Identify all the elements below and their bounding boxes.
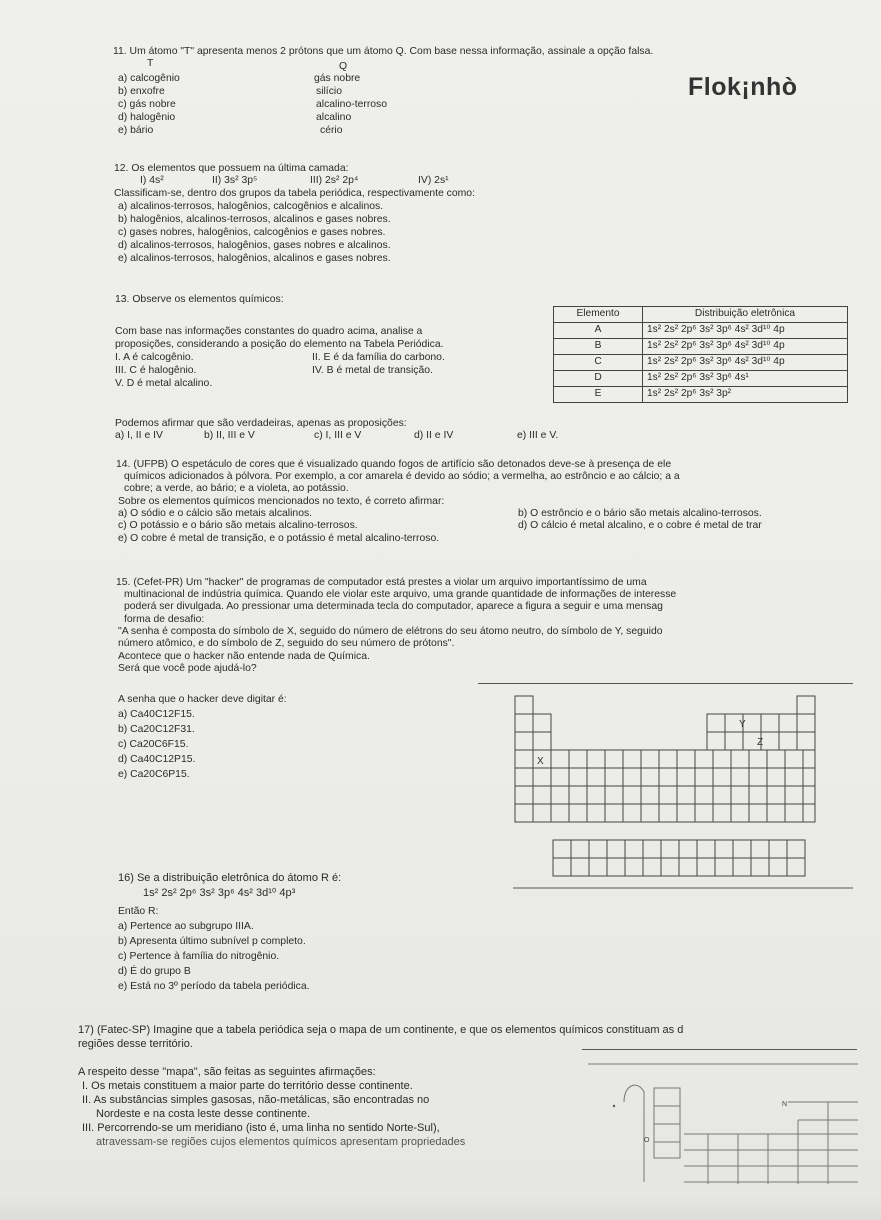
pt-cell (515, 732, 533, 750)
q17-map-figure (588, 1062, 860, 1192)
q11-option-d-q: alcalino (316, 112, 352, 123)
q14-line-3: cobre; a verde, ao bário; e a violeta, ao potássio. (124, 483, 349, 494)
map-dot (613, 1105, 615, 1107)
q12-option-e: e) alcalinos-terrosos, halogênios, alcalinos e gases nobres. (118, 253, 391, 264)
q13-question: Podemos afirmar que são verdadeiras, apenas as proposições: (115, 418, 407, 429)
q14-line-1: 14. (UFPB) O espetáculo de cores que é visualizado quando fogos de artifício são detonados deve-se à presença de ele (116, 459, 672, 470)
pt-label-y: Y (739, 719, 746, 730)
q13-prop-5: V. D é metal alcalino. (115, 378, 213, 389)
q11-option-a: a) calcogênio (118, 73, 180, 84)
pt-cell (515, 696, 533, 714)
q15-option-a: a) Ca40C12F15. (118, 709, 195, 720)
q17-line-1: 17) (Fatec-SP) Imagine que a tabela periódica seja o mapa de um continente, e que os elementos químicos constituam as d (78, 1024, 684, 1036)
table-cell-config: 1s² 2s² 2p⁶ 3s² 3p⁶ 4s² 3d¹⁰ 4p (643, 355, 848, 371)
q17-line-2: regiões desse território. (78, 1038, 193, 1050)
q15-line-3: poderá ser divulgada. Ao pressionar uma determinada tecla do computador, aparece a figura a seguir e uma mensag (124, 601, 663, 612)
q16-option-e: e) Está no 3º período da tabela periódica. (118, 981, 310, 992)
table-header-row (554, 307, 848, 323)
pt-label-z: Z (757, 737, 764, 748)
q16-option-c: c) Pertence à família do nitrogênio. (118, 951, 280, 962)
q12-option-c: c) gases nobres, halogênios, calcogênios e gases nobres. (118, 227, 386, 238)
q14-line-4: Sobre os elementos químicos mencionados no texto, é correto afirmar: (118, 496, 445, 507)
q17-line-3: A respeito desse "mapa", são feitas as seguintes afirmações: (78, 1066, 376, 1078)
q13-intro-1: Com base nas informações constantes do quadro acima, analise a (115, 326, 423, 337)
map-block (654, 1088, 680, 1158)
map-grid (708, 1102, 828, 1184)
q12-option-a: a) alcalinos-terrosos, halogênios, calcogênios e alcalinos. (118, 201, 384, 212)
q14-option-b: b) O estrôncio e o bário são metais alcalino-terrosos. (518, 508, 762, 519)
q17-statement-2: II. As substâncias simples gasosas, não-metálicas, são encontradas no (82, 1094, 430, 1106)
q11-option-b-q: silício (316, 86, 342, 97)
q16-option-d: d) É do grupo B (118, 966, 191, 977)
q15-line-2: multinacional de indústria química. Quando ele violar este arquivo, uma grande quantidade de informações de interesse (124, 589, 677, 600)
periodic-table-figure (513, 694, 853, 890)
q15-line-1: 15. (Cefet-PR) Um "hacker" de programas de computador está prestes a violar um arquivo importantíssimo de uma (116, 577, 647, 588)
q13-title: 13. Observe os elementos químicos: (115, 294, 284, 305)
table-cell-element: C (554, 355, 643, 371)
q16-config: 1s² 2s² 2p⁶ 3s² 3p⁶ 4s² 3d¹⁰ 4p³ (143, 887, 296, 899)
q12-item-3: III) 2s² 2p⁴ (310, 175, 359, 186)
table-cell-config: 1s² 2s² 2p⁶ 3s² 3p⁶ 4s² 3d¹⁰ 4p (643, 339, 848, 355)
table-header-element: Elemento (554, 307, 643, 323)
q13-element-table (553, 306, 848, 403)
q11-option-c: c) gás nobre (118, 99, 176, 110)
pt-f-grid (553, 840, 805, 876)
q14-option-d: d) O cálcio é metal alcalino, e o cobre é metal de trar (518, 520, 762, 531)
q13-prop-4: IV. B é metal de transição. (312, 365, 433, 376)
pt-cell (533, 714, 551, 732)
q13-option-d: d) II e IV (414, 430, 454, 441)
table-cell-config: 1s² 2s² 2p⁶ 3s² 3p⁶ 4s² 3d¹⁰ 4p (643, 323, 848, 339)
table-cell-element: A (554, 323, 643, 339)
q16-title: 16) Se a distribuição eletrônica do átomo R é: (118, 872, 342, 884)
q12-item-1: I) 4s² (140, 175, 164, 186)
q12-option-b: b) halogênios, alcalinos-terrosos, alcalinos e gases nobres. (118, 214, 391, 225)
pt-cell (743, 714, 761, 732)
q15-option-d: d) Ca40C12P15. (118, 754, 196, 765)
q13-prop-3: III. C é halogênio. (115, 365, 197, 376)
table-row (554, 371, 848, 387)
q11-title: 11. Um átomo "T" apresenta menos 2 prótons que um átomo Q. Com base nessa informação, assinale a opção falsa. (113, 46, 654, 57)
q15-option-c: c) Ca20C6F15. (118, 739, 189, 750)
table-row (554, 355, 848, 371)
q15-line-4: forma de desafio: (124, 614, 205, 625)
q12-item-2: II) 3s² 3p⁵ (212, 175, 258, 186)
q17-statement-3: III. Percorrendo-se um meridiano (isto é, uma linha no sentido Norte-Sul), (82, 1122, 440, 1134)
q11-option-c-q: alcalino-terroso (316, 99, 388, 110)
q12-item-4: IV) 2s¹ (418, 175, 449, 186)
pt-cell (707, 714, 725, 732)
pt-cell (533, 732, 551, 750)
pt-grid-lines (515, 750, 815, 822)
q16-option-a: a) Pertence ao subgrupo IIIA. (118, 921, 254, 932)
pt-cell (779, 714, 797, 732)
table-cell-config: 1s² 2s² 2p⁶ 3s² 3p⁶ 4s¹ (643, 371, 848, 387)
q13-option-c: c) I, III e V (314, 430, 362, 441)
q13-option-e: e) III e V. (517, 430, 559, 441)
table-row (554, 323, 848, 339)
q14-option-e: e) O cobre é metal de transição, e o potássio é metal alcalino-terroso. (118, 533, 440, 544)
q11-option-e-q: cério (320, 125, 343, 136)
map-label-o: O (644, 1137, 650, 1144)
map-coast (624, 1085, 644, 1182)
map-grid (654, 1106, 680, 1142)
map-label-n: N (782, 1101, 788, 1108)
q15-prompt: A senha que o hacker deve digitar é: (118, 694, 287, 705)
q12-stem: Classificam-se, dentro dos grupos da tabela periódica, respectivamente como: (114, 188, 475, 199)
q13-intro-2: proposições, considerando a posição do elemento na Tabela Periódica. (115, 339, 444, 350)
q15-option-e: e) Ca20C6P15. (118, 769, 190, 780)
q12-title: 12. Os elementos que possuem na última camada: (114, 163, 349, 174)
q11-option-e: e) bário (118, 125, 154, 136)
pt-cell (797, 696, 815, 714)
q14-line-2: químicos adicionados à pólvora. Por exemplo, a cor amarela é devido ao sódio; a vermelha, ao estrôncio e ao cálcio; a a (124, 471, 680, 482)
q11-col-q: Q (339, 61, 348, 72)
divider-line (582, 1049, 857, 1050)
table-row (554, 387, 848, 403)
table-cell-element: B (554, 339, 643, 355)
q11-option-a-q: gás nobre (314, 73, 361, 84)
pt-cell (515, 714, 533, 732)
q13-option-b: b) II, III e V (204, 430, 255, 441)
q15-line-7: Acontece que o hacker não entende nada de Química. (118, 651, 370, 662)
q14-option-a: a) O sódio e o cálcio são metais alcalinos. (118, 508, 313, 519)
q13-prop-1: I. A é calcogênio. (115, 352, 194, 363)
table-cell-config: 1s² 2s² 2p⁶ 3s² 3p² (643, 387, 848, 403)
table-row (554, 339, 848, 355)
pt-cell (725, 732, 743, 750)
q16-option-b: b) Apresenta último subnível p completo. (118, 936, 306, 947)
pt-cell (761, 714, 779, 732)
pt-cell (797, 732, 815, 750)
q17-statement-2b: Nordeste e na costa leste desse continente. (96, 1108, 311, 1120)
map-grid (684, 1102, 858, 1182)
q13-option-a: a) I, II e IV (115, 430, 163, 441)
q11-option-d: d) halogênio (118, 112, 176, 123)
q17-statement-3b: atravessam-se regiões cujos elementos químicos apresentam propriedades (96, 1136, 466, 1148)
pt-cell (779, 732, 797, 750)
q11-option-b: b) enxofre (118, 86, 165, 97)
pt-cell (797, 714, 815, 732)
q15-option-b: b) Ca20C12F31. (118, 724, 195, 735)
table-cell-element: D (554, 371, 643, 387)
q15-line-8: Será que você pode ajudá-lo? (118, 663, 257, 674)
pt-label-x: X (537, 756, 544, 767)
q13-prop-2: II. E é da família do carbono. (312, 352, 445, 363)
pt-cell (761, 732, 779, 750)
page-bottom-edge (0, 1195, 881, 1220)
q17-statement-1: I. Os metais constituem a maior parte do território desse continente. (82, 1080, 413, 1092)
q11-col-t: T (147, 58, 154, 69)
watermark-logo: Flok¡nhò (688, 73, 798, 101)
table-cell-element: E (554, 387, 643, 403)
q14-option-c: c) O potássio e o bário são metais alcalino-terrosos. (118, 520, 358, 531)
q12-option-d: d) alcalinos-terrosos, halogênios, gases nobres e alcalinos. (118, 240, 391, 251)
divider-line (478, 683, 853, 684)
q15-line-6: número atômico, e do símbolo de Z, seguido do seu número de prótons". (118, 638, 455, 649)
table-header-config: Distribuição eletrônica (643, 307, 848, 323)
q15-line-5: "A senha é composta do símbolo de X, seguido do número de elétrons do seu átomo neutro, do símbolo de Y, seguido (118, 626, 663, 637)
q16-then: Então R: (118, 906, 159, 917)
pt-cell (707, 732, 725, 750)
